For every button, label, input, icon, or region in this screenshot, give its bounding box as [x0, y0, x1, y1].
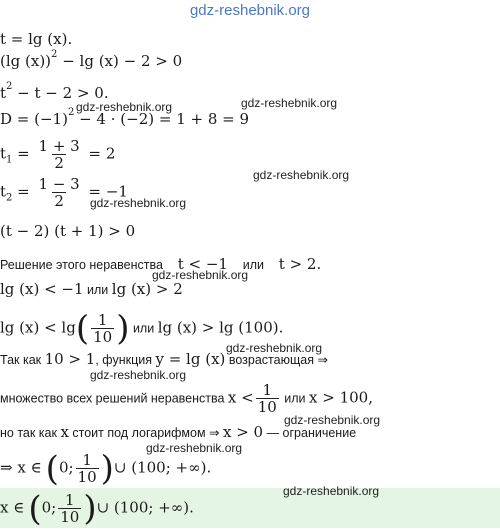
watermark: gdz-reshebnik.org: [90, 368, 187, 382]
denominator: 2: [54, 154, 64, 172]
line-root-t1: [0, 138, 115, 171]
math-part: y = lg (x): [155, 350, 226, 368]
math-part: t: [0, 144, 7, 163]
math-substitution: t = lg (x).: [0, 30, 73, 48]
math-part: t: [0, 182, 7, 201]
watermark: gdz-reshebnik.org: [283, 484, 380, 498]
line-factored: [0, 222, 135, 240]
numerator: 1: [262, 381, 273, 399]
subscript: 1: [6, 154, 13, 166]
exponent: 2: [6, 81, 13, 92]
math-part: ⇒ x ∈: [0, 458, 42, 477]
numerator: 1: [82, 451, 92, 469]
paren-open: (: [75, 308, 90, 349]
numerator: 1 + 3: [38, 137, 80, 155]
math-part: 0;: [41, 498, 57, 517]
denominator: 10: [257, 398, 277, 416]
math-part: lg (x) < lg: [0, 318, 76, 337]
fraction: [91, 312, 114, 345]
paren-close: ): [100, 448, 114, 489]
math-part: x <: [227, 388, 254, 407]
math-part: − 4 · (−2) = 1 + 8 = 9: [74, 110, 250, 128]
subscript: 2: [6, 192, 13, 204]
paren-open: (: [45, 448, 59, 489]
fraction: [37, 138, 82, 171]
exponent: 2: [51, 49, 58, 60]
math-part: =: [12, 182, 35, 201]
text-part: , функция: [95, 353, 156, 367]
denominator: 10: [93, 328, 113, 346]
numerator: 1: [97, 311, 108, 329]
watermark: gdz-reshebnik.org: [152, 268, 249, 282]
watermark: gdz-reshebnik.org: [241, 96, 338, 110]
math-part: t: [0, 84, 7, 102]
math-part: lg (x) < −1: [0, 280, 84, 298]
fraction: [76, 452, 99, 485]
line-lg-cases: [0, 280, 183, 298]
math-part: x ∈: [0, 498, 25, 517]
text-part: или: [129, 321, 158, 336]
header-watermark: gdz-reshebnik.org: [189, 2, 311, 19]
text-part: возрастающая ⇒: [225, 353, 328, 367]
math-part: t < −1: [177, 255, 228, 273]
line-result-implication: [0, 448, 212, 489]
math-part: ∪ (100; +∞).: [96, 498, 194, 517]
math-part: − t − 2 > 0.: [12, 84, 109, 102]
math-part: D = (−1): [0, 110, 68, 128]
line-substitution: [0, 30, 72, 48]
paren-close: ): [116, 308, 130, 349]
text-part: или: [83, 283, 112, 297]
text-part: или: [280, 391, 310, 406]
watermark: gdz-reshebnik.org: [284, 413, 381, 427]
watermark: gdz-reshebnik.org: [226, 341, 323, 355]
denominator: 10: [77, 468, 97, 486]
line-solution-set: [0, 382, 373, 415]
math-part: (t − 2) (t + 1) > 0: [0, 222, 136, 240]
watermark: gdz-reshebnik.org: [146, 441, 243, 455]
math-part: x > 0: [222, 423, 264, 441]
text-part: но так как: [0, 426, 61, 440]
line-final-answer: [0, 488, 194, 529]
watermark: gdz-reshebnik.org: [90, 196, 187, 210]
math-part: t > 2.: [278, 255, 322, 273]
watermark: gdz-reshebnik.org: [253, 168, 350, 182]
math-part: = −1: [83, 182, 128, 201]
math-part: 0;: [58, 458, 74, 477]
math-part: lg (x) > lg (100).: [157, 318, 284, 337]
fraction: [256, 382, 279, 415]
paren-open: (: [28, 488, 42, 529]
math-part: =: [12, 144, 35, 163]
text-part: стоит под логарифмом ⇒: [68, 426, 223, 440]
math-part: x: [60, 423, 69, 441]
watermark: gdz-reshebnik.org: [76, 100, 173, 114]
line-inequality-lg: [0, 49, 183, 70]
fraction: [58, 492, 81, 525]
math-part: 10 > 1: [44, 350, 96, 368]
text-part: множество всех решений неравенства: [0, 391, 228, 406]
math-part: ∪ (100; +∞).: [113, 458, 212, 477]
numerator: 1 − 3: [38, 175, 80, 193]
math-part: (lg (x)): [0, 52, 52, 70]
text-part: — ограничение: [263, 426, 357, 440]
math-part: lg (x) > 2: [111, 280, 183, 298]
text-part: Так как: [0, 353, 45, 367]
denominator: 10: [60, 508, 80, 526]
math-part: = 2: [83, 144, 116, 163]
numerator: 1: [64, 491, 75, 509]
text-part: Решение этого неравенства: [0, 258, 163, 272]
math-part: x > 100,: [309, 388, 373, 407]
paren-close: ): [83, 488, 97, 529]
denominator: 2: [54, 192, 64, 210]
fraction: [37, 176, 82, 209]
text-part: или: [242, 258, 264, 272]
math-part: − lg (x) − 2 > 0: [57, 52, 183, 70]
exponent: 2: [67, 107, 75, 118]
